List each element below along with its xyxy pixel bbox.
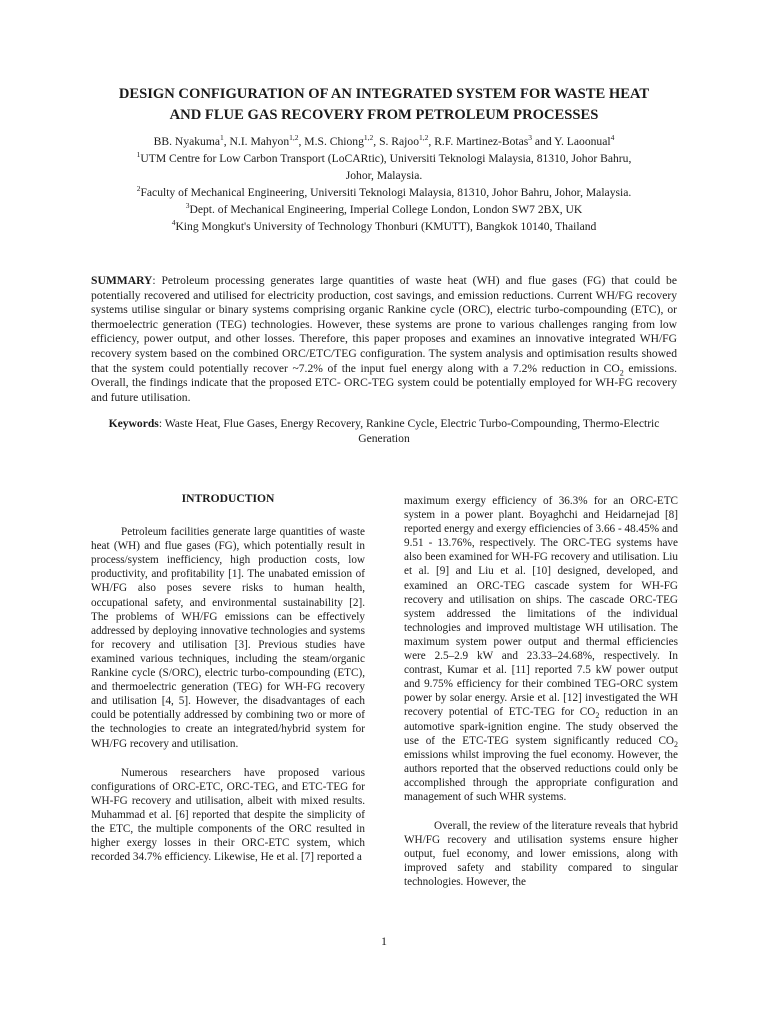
keywords-paragraph	[91, 417, 677, 446]
keywords-text: : Waste Heat, Flue Gases, Energy Recovery, Rankine Cycle, Electric Turbo-Compounding, Thermo-Electric Generation	[158, 417, 660, 445]
author-affil-sup: 3	[528, 133, 533, 143]
author-affil-sup: 4	[610, 133, 615, 143]
summary-text-cont: emissions. Overall, the findings indicate that the proposed ETC- ORC-TEG system could be potentially employed for WH-FG recovery and future utilisation.	[91, 361, 677, 404]
affiliation-3	[60, 201, 708, 218]
author-block	[60, 133, 708, 235]
body-paragraph	[404, 494, 678, 804]
affil-text: King Mongkut's University of Technology Thonburi (KMUTT), Bangkok 10140, Thailand	[175, 220, 597, 233]
keywords-label: Keywords	[108, 417, 159, 430]
subscript: 2	[595, 711, 600, 721]
affiliation-1	[60, 150, 708, 167]
paragraph-text: maximum exergy efficiency of 36.3% for an ORC-ETC system in a power plant. Boyaghchi and Heidarnejad [8] reported energy and exergy efficiencies of 3.66 - 48.45% and 9.51 - 13.76%, respectively. The ORC-TEG systems have also been examined for WH-FG recovery and utilisation. Liu et al. [9] and Liu et al. [10] designed, developed, and examined an ORC-TEG cascade system for WH-FG recovery and utilisation on ships. The cascade ORC-TEG system addressed the limitations of the individual technologies and improved multistage WH utilisation. The maximum system power output and thermal efficiencies were 2.5–2.9 kW and 23.33–24.68%, respectively. In contrast, Kumar et al. [11] reported 7.5 kW power output and 9.75% efficiency for their combined TEG-ORC system power by solar energy. Arsie et al. [12] investigated the WH recovery potential of ETC-TEG for CO	[404, 495, 678, 719]
subscript: 2	[619, 367, 624, 377]
summary-text: : Petroleum processing generates large quantities of waste heat (WH) and flue gases (FG) that could be potentially recovered and utilised for electricity production, cost savings, and emission reductions. Current WH/FG recovery systems utilise singular or binary systems comprising organic Rankine cycle (ORC), electric turbo-compounding (ETC), or thermoelectric generation (TEG) technologies. However, these systems are prone to various challenges ranging from low efficiency, power output, and other losses. Therefore, this paper proposes and examines an innovative integrated WH/FG recovery system based on the combined ORC/ETC/TEG configuration. The system analysis and optimisation results showed that the system could potentially recover ~7.2% of the input fuel energy along with a 7.2% reduction in CO	[91, 274, 677, 375]
page-number: 1	[381, 934, 387, 948]
author-name: M.S. Chiong	[304, 135, 364, 148]
affil-sup: 3	[185, 201, 190, 211]
author-name: N.I. Mahyon	[229, 135, 290, 148]
author-affil-sup: 1,2	[363, 133, 374, 143]
author-list	[60, 133, 708, 150]
body-paragraph: Petroleum facilities generate large quantities of waste heat (WH) and flue gases (FG), which potentially result in process/system inefficiency, high production costs, low productivity, and profitability [1]. The unabated emission of WH/FG also poses severe risks to human health, occupational safety, and environmental sustainability [2]. The problems of WH/FG emissions can be effectively addressed by deploying innovative technologies and systems for recovery and utilisation [3]. Previous studies have examined various techniques, including the steam/organic Rankine cycle (S/ORC), electric turbo-compounding (ETC), and thermoelectric generation (TEG) for WH-FG recovery and utilisation [4, 5]. However, the disadvantages of each could be potentially addressed by combining two or more of the technologies to create an integrated/hybrid system for WH/FG recovery and utilisation.	[91, 526, 365, 750]
affil-sup: 1	[136, 150, 141, 160]
author-affil-sup: 1,2	[289, 133, 299, 143]
author-sep: ,	[373, 135, 380, 148]
body-paragraph: Overall, the review of the literature reveals that hybrid WH/FG recovery and utilisation systems ensure higher output, fuel economy, and lower emissions, along with improved safety and stability compared to singular technologies. However, the	[404, 820, 678, 889]
paragraph-text: reduction in an automotive spark-ignition engine. The study observed the use of the ETC-TEG system significantly reduced CO	[404, 706, 678, 747]
affiliation-2	[60, 184, 708, 201]
author-sep: and	[532, 135, 555, 148]
author-affil-sup: 1	[220, 133, 224, 143]
left-column	[91, 492, 365, 864]
author-sep: ,	[298, 135, 305, 148]
affil-sup: 2	[136, 184, 141, 194]
author-sep: ,	[428, 135, 435, 148]
author-name: BB. Nyakuma	[153, 135, 220, 148]
paragraph-text: emissions whilst improving the fuel economy. However, the authors reported that the observed reductions could only be accomplished through the appropriate configuration and management of such WHR systems.	[404, 748, 678, 803]
summary-paragraph	[91, 274, 677, 405]
affil-text: Faculty of Mechanical Engineering, Universiti Teknologi Malaysia, 81310, Johor Bahru, Johor, Malaysia.	[140, 186, 632, 199]
body-paragraph: Numerous researchers have proposed various configurations of ORC-ETC, ORC-TEG, and ETC-TEG for WH-FG recovery and utilisation, albeit with mixed results. Muhammad et al. [6] reported that despite the simplicity of the ETC, the multiple components of the ORC resulted in higher exergy losses in their ORC-ETC system, which recorded 34.7% efficiency. Likewise, He et al. [7] reported a	[91, 766, 365, 864]
subscript: 2	[674, 739, 678, 749]
title-line-1: DESIGN CONFIGURATION OF AN INTEGRATED SYSTEM FOR WASTE HEAT	[118, 86, 650, 102]
author-name: R.F. Martinez-Botas	[434, 135, 529, 148]
right-column	[404, 494, 678, 890]
affil-text: Dept. of Mechanical Engineering, Imperial College London, London SW7 2BX, UK	[189, 203, 583, 216]
author-sep: ,	[223, 135, 230, 148]
author-name: S. Rajoo	[379, 135, 420, 148]
affil-sup: 4	[171, 218, 176, 228]
section-heading-introduction: INTRODUCTION	[181, 492, 275, 505]
author-name: Y. Laoonual	[554, 135, 611, 148]
summary-label: SUMMARY	[91, 274, 153, 287]
author-affil-sup: 1,2	[419, 133, 429, 143]
affiliation-4	[60, 218, 708, 235]
title-line-2: AND FLUE GAS RECOVERY FROM PETROLEUM PROCESSES	[169, 107, 599, 123]
affiliation-1-cont: Johor, Malaysia.	[345, 169, 423, 182]
affil-text: UTM Centre for Low Carbon Transport (LoCARtic), Universiti Teknologi Malaysia, 81310, Johor Bahru,	[140, 152, 632, 165]
paper-title	[90, 84, 678, 126]
